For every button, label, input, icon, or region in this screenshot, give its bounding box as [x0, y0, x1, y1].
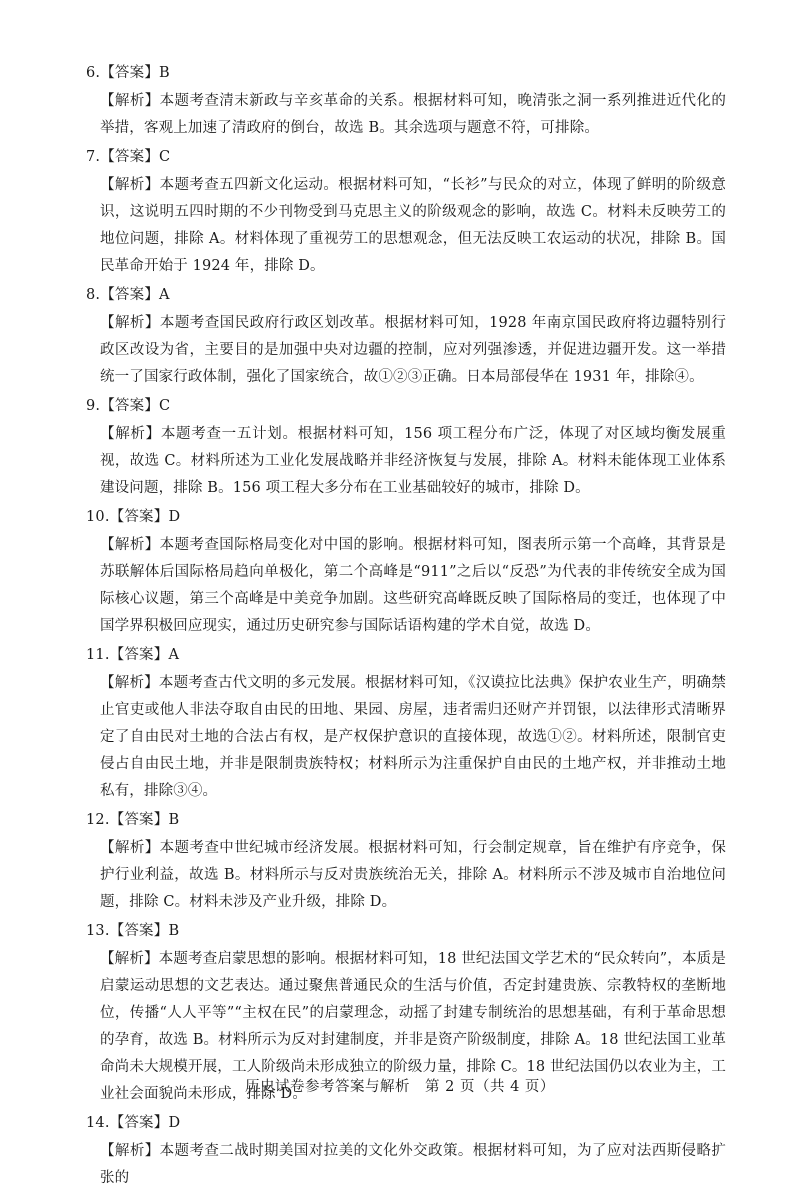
analysis-text: 【解析】本题考查清末新政与辛亥革命的关系。根据材料可知，晚清张之洞一系列推进近代化的举措，客观上加速了清政府的倒台，故选 B。其余选项与题意不符，可排除。	[100, 93, 726, 136]
answer-item-9	[86, 395, 726, 502]
answer-label: 14.【答案】D	[86, 1115, 181, 1131]
analysis-text: 【解析】本题考查中世纪城市经济发展。根据材料可知，行会制定规章，旨在维护有序竞争，保护行业利益，故选 B。材料所示与反对贵族统治无关，排除 A。材料所示不涉及城市自治地位问题，排除 C。材料未涉及产业升级，排除 D。	[100, 840, 726, 910]
analysis-text: 【解析】本题考查一五计划。根据材料可知，156 项工程分布广泛，体现了对区域均衡发展重视，故选 C。材料所述为工业化发展战略并非经济恢复与发展，排除 A。材料未能体现工业体系建设问题，排除 B。156 项工程大多分布在工业基础较好的城市，排除 D。	[100, 426, 726, 496]
answer-label: 11.【答案】A	[86, 647, 180, 663]
answer-item-11	[86, 644, 726, 805]
answer-item-10	[86, 506, 726, 640]
answer-label: 9.【答案】C	[86, 398, 171, 414]
answer-item-14	[86, 1112, 726, 1192]
analysis-text: 【解析】本题考查五四新文化运动。根据材料可知，“长衫”与民众的对立，体现了鲜明的阶级意识，这说明五四时期的不少刊物受到马克思主义的阶级观念的影响，故选 C。材料未反映劳工的地位问题，排除 A。材料体现了重视劳工的思想观念，但无法反映工农运动的状况，排除 B。国民革命开始于 1924 年，排除 D。	[100, 177, 726, 274]
answer-document	[86, 62, 726, 1196]
analysis-text: 【解析】本题考查古代文明的多元发展。根据材料可知，《汉谟拉比法典》保护农业生产，明确禁止官吏或他人非法夺取自由民的田地、果园、房屋，违者需归还财产并罚银，以法律形式清晰界定了自由民对土地的合法占有权，是产权保护意识的直接体现，故选①②。材料所述，限制官吏侵占自由民土地，并非是限制贵族特权；材料所示为注重保护自由民的土地产权，并非推动土地私有，排除③④。	[100, 675, 726, 799]
analysis-text: 【解析】本题考查国际格局变化对中国的影响。根据材料可知，图表所示第一个高峰，其背景是苏联解体后国际格局趋向单极化，第二个高峰是“911”之后以“反恐”为代表的非传统安全成为国际核心议题，第三个高峰是中美竞争加剧。这些研究高峰既反映了国际格局的变迁，也体现了中国学界积极回应现实，通过历史研究参与国际话语构建的学术自觉，故选 D。	[100, 537, 726, 634]
answer-item-6	[86, 62, 726, 142]
answer-label: 12.【答案】B	[86, 812, 180, 828]
answer-label: 8.【答案】A	[86, 287, 170, 303]
analysis-text: 【解析】本题考查启蒙思想的影响。根据材料可知，18 世纪法国文学艺术的“民众转向”，本质是启蒙运动思想的文艺表达。通过聚焦普通民众的生活与价值，否定封建贵族、宗教特权的垄断地位，传播“人人平等”“主权在民”的启蒙理念，动摇了封建专制统治的思想基础，有利于革命思想的孕育，故选 B。材料所示为反对封建制度，并非是资产阶级制度，排除 A。18 世纪法国工业革命尚未大规模开展，工人阶级尚未形成独立的阶级力量，排除 C。18 世纪法国仍以农业为主，工业社会面貌尚未形成，排除 D。	[100, 951, 726, 1102]
analysis-text: 【解析】本题考查二战时期美国对拉美的文化外交政策。根据材料可知，为了应对法西斯侵略扩张的	[100, 1143, 726, 1186]
answer-label: 13.【答案】B	[86, 923, 180, 939]
answer-item-8	[86, 284, 726, 391]
answer-label: 10.【答案】D	[86, 509, 181, 525]
answer-label: 7.【答案】C	[86, 149, 171, 165]
analysis-text: 【解析】本题考查国民政府行政区划改革。根据材料可知，1928 年南京国民政府将边疆特别行政区改设为省，主要目的是加强中央对边疆的控制，应对列强渗透，并促进边疆开发。这一举措统一了国家行政体制，强化了国家统合，故①②③正确。日本局部侵华在 1931 年，排除④。	[100, 315, 726, 385]
page-footer: 历史试卷参考答案与解析 第 2 页（共 4 页）	[245, 1079, 555, 1095]
answer-label: 6.【答案】B	[86, 65, 170, 81]
answer-item-7	[86, 146, 726, 280]
answer-item-12	[86, 809, 726, 916]
